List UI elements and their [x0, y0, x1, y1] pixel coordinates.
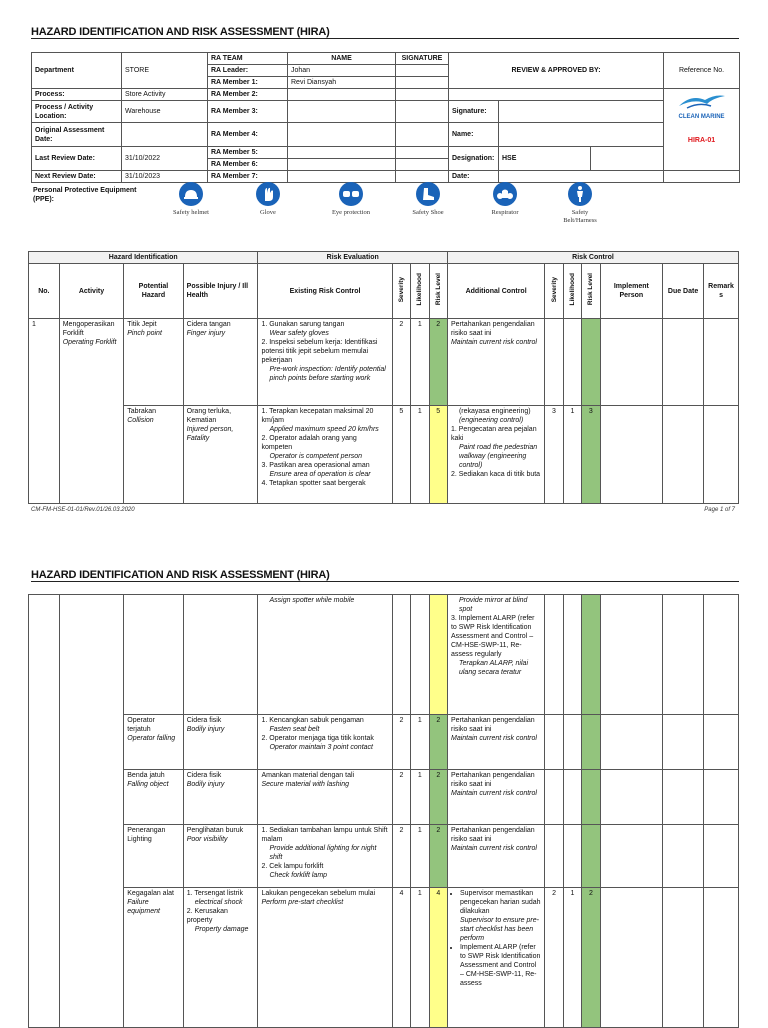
existing-control-cell: 1. Gunakan sarung tangan Wear safety gloves 2. Inspeksi sebelum kerja: Identifikasi potensi titik jepit sebelum memulai pekerjaan Pre-work inspection: Identify potential pinch points before starting work — [258, 319, 392, 406]
table-row: Kegagalan alat Failure equipment 1. Tersengat listrik electrical shock 2. Kerusakan property Property damage Lakukan pengecekan sebelum mulai Perform pre-start checklist 4 1 4 • Supervisor memastikan pengecekan harian sudah dilakukan Supervisor to ensure pre-start checklist has been perform • Implement ALARP (refer to SWP Risk Identification Assessment and Control – CM-HSE-SWP-11, Re-assess 2 1 2 — [29, 888, 739, 1028]
col-no: No. — [29, 264, 60, 319]
process-label: Process: — [32, 89, 122, 101]
form-code: CM-FM-HSE-01-01/Rev.01/26.03.2020 — [31, 507, 135, 513]
additional-control-cell: Pertahankan pengendalian risiko saat ini Maintain current risk control — [447, 770, 544, 825]
next-review-label: Next Review Date: — [32, 171, 122, 183]
reference-label: Reference No. — [664, 53, 740, 89]
col-likelihood: Likelihood — [416, 273, 424, 306]
last-review-value: 31/10/2022 — [122, 147, 208, 171]
ppe-section — [31, 182, 739, 232]
ra-member-7-label: RA Member 7: — [208, 171, 288, 183]
table-row — [29, 595, 739, 715]
hazard-cell: Titik Jepit Pinch point — [124, 319, 183, 406]
risk-evaluation-header: Risk Evaluation — [258, 252, 448, 264]
boot-icon — [416, 182, 440, 206]
ra-member-1-label: RA Member 1: — [208, 77, 288, 89]
date-field-label: Date: — [449, 171, 499, 183]
hazard-cell: Operator terjatuh Operator falling — [124, 715, 183, 770]
additional-control-cell: Pertahankan pengendalian risiko saat ini Maintain current risk control — [447, 319, 544, 406]
ppe-glove: Glove — [238, 182, 298, 217]
next-review-value: 31/10/2023 — [122, 171, 208, 183]
document-title-2: HAZARD IDENTIFICATION AND RISK ASSESSMENT (HIRA) — [31, 569, 330, 581]
existing-control-cell: Assign spotter while mobile — [258, 595, 392, 715]
col-due-date: Due Date — [663, 264, 704, 319]
col-potential-hazard: Potential Hazard — [124, 264, 183, 319]
col-additional-control: Additional Control — [447, 264, 544, 319]
ppe-helmet: Safety helmet — [161, 182, 221, 217]
department-label: Department — [32, 53, 122, 89]
col-risk-level: Risk Level — [434, 273, 442, 306]
ra-member-4-label: RA Member 4: — [208, 123, 288, 147]
department-value: STORE — [122, 53, 208, 89]
goggles-icon — [339, 182, 363, 206]
logo-text: CLEAN MARINE — [678, 114, 725, 120]
injury-cell: Penglihatan buruk Poor visibility — [183, 825, 258, 888]
col-possible-injury: Possible Injury / Ill Health — [183, 264, 258, 319]
additional-control-cell: Provide mirror at blind spot 3. Implement ALARP (refer to SWP Risk Identification Assessment and Control – CM-HSE-SWP-11, Re-assess regularly Terapkan ALARP, nilai ulang secara teratur — [447, 595, 544, 715]
review-approved-label: REVIEW & APPROVED BY: — [449, 53, 664, 89]
ra-member-3-label: RA Member 3: — [208, 101, 288, 123]
row-number: 1 — [29, 319, 60, 504]
signature-field-label: Signature: — [449, 101, 499, 123]
designation-value: HSE — [499, 147, 591, 171]
ra-leader-name: Johan — [288, 65, 396, 77]
activity-location-label: Process / Activity Location: — [32, 101, 122, 123]
col-likelihood-2: Likelihood — [568, 273, 576, 306]
col-implement-person: Implement Person — [600, 264, 662, 319]
injury-cell: Cidera fisik Bodily injury — [183, 715, 258, 770]
hazard-cell: Penerangan Lighting — [124, 825, 183, 888]
logo-cell — [664, 89, 740, 171]
risk-control-header: Risk Control — [447, 252, 738, 264]
ppe-eye-protection: Eye protection — [321, 182, 381, 217]
ra-leader-signature — [396, 65, 449, 77]
title-rule — [31, 38, 739, 39]
existing-control-cell: 1. Sediakan tambahan lampu untuk Shift malam Provide additional lighting for night shift 2. Cek lampu forklift Check forklift lamp — [258, 825, 392, 888]
list-item: • Supervisor memastikan pengecekan harian sudah dilakukan Supervisor to ensure pre-start checklist has been perform — [460, 889, 541, 943]
additional-control-cell: (rekayasa engineering) (engineering control) 1. Pengecatan area pejalan kaki Paint road the pedestrian walkway (engineering control) 2. Sediakan kaca di titik buta — [447, 406, 544, 504]
additional-control-cell: Pertahankan pengendalian risiko saat ini Maintain current risk control — [447, 715, 544, 770]
risk-table-page-2 — [28, 594, 739, 1028]
ppe-label: Personal Protective Equipment (PPE): — [33, 187, 137, 203]
ra-team-label: RA TEAM — [208, 53, 288, 65]
signature-column-label: SIGNATURE — [396, 53, 449, 65]
ra-member-6-label: RA Member 6: — [208, 159, 288, 171]
hazard-identification-header: Hazard Identification — [29, 252, 258, 264]
col-severity: Severity — [397, 276, 405, 303]
header-table — [31, 52, 740, 183]
ra-leader-label: RA Leader: — [208, 65, 288, 77]
ppe-respirator: Respirator — [475, 182, 535, 217]
list-item: • Implement ALARP (refer to SWP Risk Identification Assessment and Control – CM-HSE-SWP-11, Re-assess — [460, 943, 541, 988]
original-date-value — [122, 123, 208, 147]
process-value: Store Activity — [122, 89, 208, 101]
injury-cell: Cidera tangan Finger injury — [183, 319, 258, 406]
existing-control-cell: Amankan material dengan tali Secure material with lashing — [258, 770, 392, 825]
risk-level-value: 2 — [429, 319, 447, 406]
existing-control-cell: Lakukan pengecekan sebelum mulai Perform pre-start checklist — [258, 888, 392, 1028]
activity-location-value: Warehouse — [122, 101, 208, 123]
hazard-cell: Kegagalan alat Failure equipment — [124, 888, 183, 1028]
ra-member-1-name: Revi Diansyah — [288, 77, 396, 89]
col-severity-2: Severity — [550, 276, 558, 303]
table-row: Benda jatuh Falling object Cidera fisik Bodily injury Amankan material dengan tali Secure material with lashing 2 1 2 Pertahankan pengendalian risiko saat ini Maintain current risk control — [29, 770, 739, 825]
page-number: Page 1 of 7 — [704, 507, 735, 513]
severity-value: 5 — [392, 406, 410, 504]
additional-control-cell — [447, 888, 544, 1028]
table-row: Tabrakan Collision Orang terluka, Kematian Injured person, Fatality 1. Terapkan kecepatan maksimal 20 km/jam Applied maximum speed 20 km/hrs 2. Operator adalah orang yang kompeten Operator is competent person 3. Pastikan area operasional aman Ensure area of operation is clear 4. Tetapkan spotter saat bergerak 5 1 5 (rekayasa engineering) (engineering control) 1. Pengecatan area pejalan kaki Paint road the pedestrian walkway (engineering control) 2. Sediakan kaca di titik buta 3 1 3 — [29, 406, 739, 504]
severity-value: 2 — [392, 319, 410, 406]
injury-cell: 1. Tersengat listrik electrical shock 2. Kerusakan property Property damage — [183, 888, 258, 1028]
col-existing-control: Existing Risk Control — [258, 264, 392, 319]
hazard-cell: Tabrakan Collision — [124, 406, 183, 504]
original-date-label: Original Assessment Date: — [32, 123, 122, 147]
helmet-icon — [179, 182, 203, 206]
title-rule-2 — [31, 581, 739, 582]
activity-cell: Mengoperasikan Forklift Operating Forklift — [59, 319, 124, 504]
col-remarks: Remark s — [704, 264, 739, 319]
name-field-label: Name: — [449, 123, 499, 147]
ppe-safety-shoe: Safety Shoe — [398, 182, 458, 217]
existing-control-cell: 1. Terapkan kecepatan maksimal 20 km/jam Applied maximum speed 20 km/hrs 2. Operator adalah orang yang kompeten Operator is competent person 3. Pastikan area operasional aman Ensure area of operation is clear 4. Tetapkan spotter saat bergerak — [258, 406, 392, 504]
table-row: Operator terjatuh Operator falling Cidera fisik Bodily injury 1. Kencangkan sabuk pengaman Fasten seat belt 2. Operator menjaga tiga titik kontak Operator maintain 3 point contact 2 1 2 Pertahankan pengendalian risiko saat ini Maintain current risk control — [29, 715, 739, 770]
clean-marine-logo — [677, 92, 727, 110]
table-row — [29, 319, 739, 406]
ra-member-2-label: RA Member 2: — [208, 89, 288, 101]
risk-level-value: 5 — [429, 406, 447, 504]
injury-cell: Orang terluka, Kematian Injured person, Fatality — [183, 406, 258, 504]
last-review-label: Last Review Date: — [32, 147, 122, 171]
injury-cell: Cidera fisik Bodily injury — [183, 770, 258, 825]
col-risk-level-2: Risk Level — [587, 273, 595, 306]
risk-table-page-1 — [28, 251, 739, 504]
glove-icon — [256, 182, 280, 206]
likelihood-value: 1 — [411, 319, 429, 406]
name-column-label: NAME — [288, 53, 396, 65]
table-row: Penerangan Lighting Penglihatan buruk Poor visibility 1. Sediakan tambahan lampu untuk Shift malam Provide additional lighting for night shift 2. Cek lampu forklift Check forklift lamp 2 1 2 Pertahankan pengendalian risiko saat ini Maintain current risk control — [29, 825, 739, 888]
reference-number: HIRA-01 — [687, 137, 716, 144]
respirator-icon — [493, 182, 517, 206]
existing-control-cell: 1. Kencangkan sabuk pengaman Fasten seat belt 2. Operator menjaga tiga titik kontak Operator maintain 3 point contact — [258, 715, 392, 770]
ra-member-5-label: RA Member 5: — [208, 147, 288, 159]
likelihood-value: 1 — [411, 406, 429, 504]
ppe-harness: Safety Belt/Harness — [550, 182, 610, 225]
hazard-cell: Benda jatuh Falling object — [124, 770, 183, 825]
col-activity: Activity — [59, 264, 124, 319]
harness-icon — [568, 182, 592, 206]
document-title: HAZARD IDENTIFICATION AND RISK ASSESSMENT (HIRA) — [31, 26, 330, 38]
additional-control-cell: Pertahankan pengendalian risiko saat ini Maintain current risk control — [447, 825, 544, 888]
designation-label: Designation: — [449, 147, 499, 171]
